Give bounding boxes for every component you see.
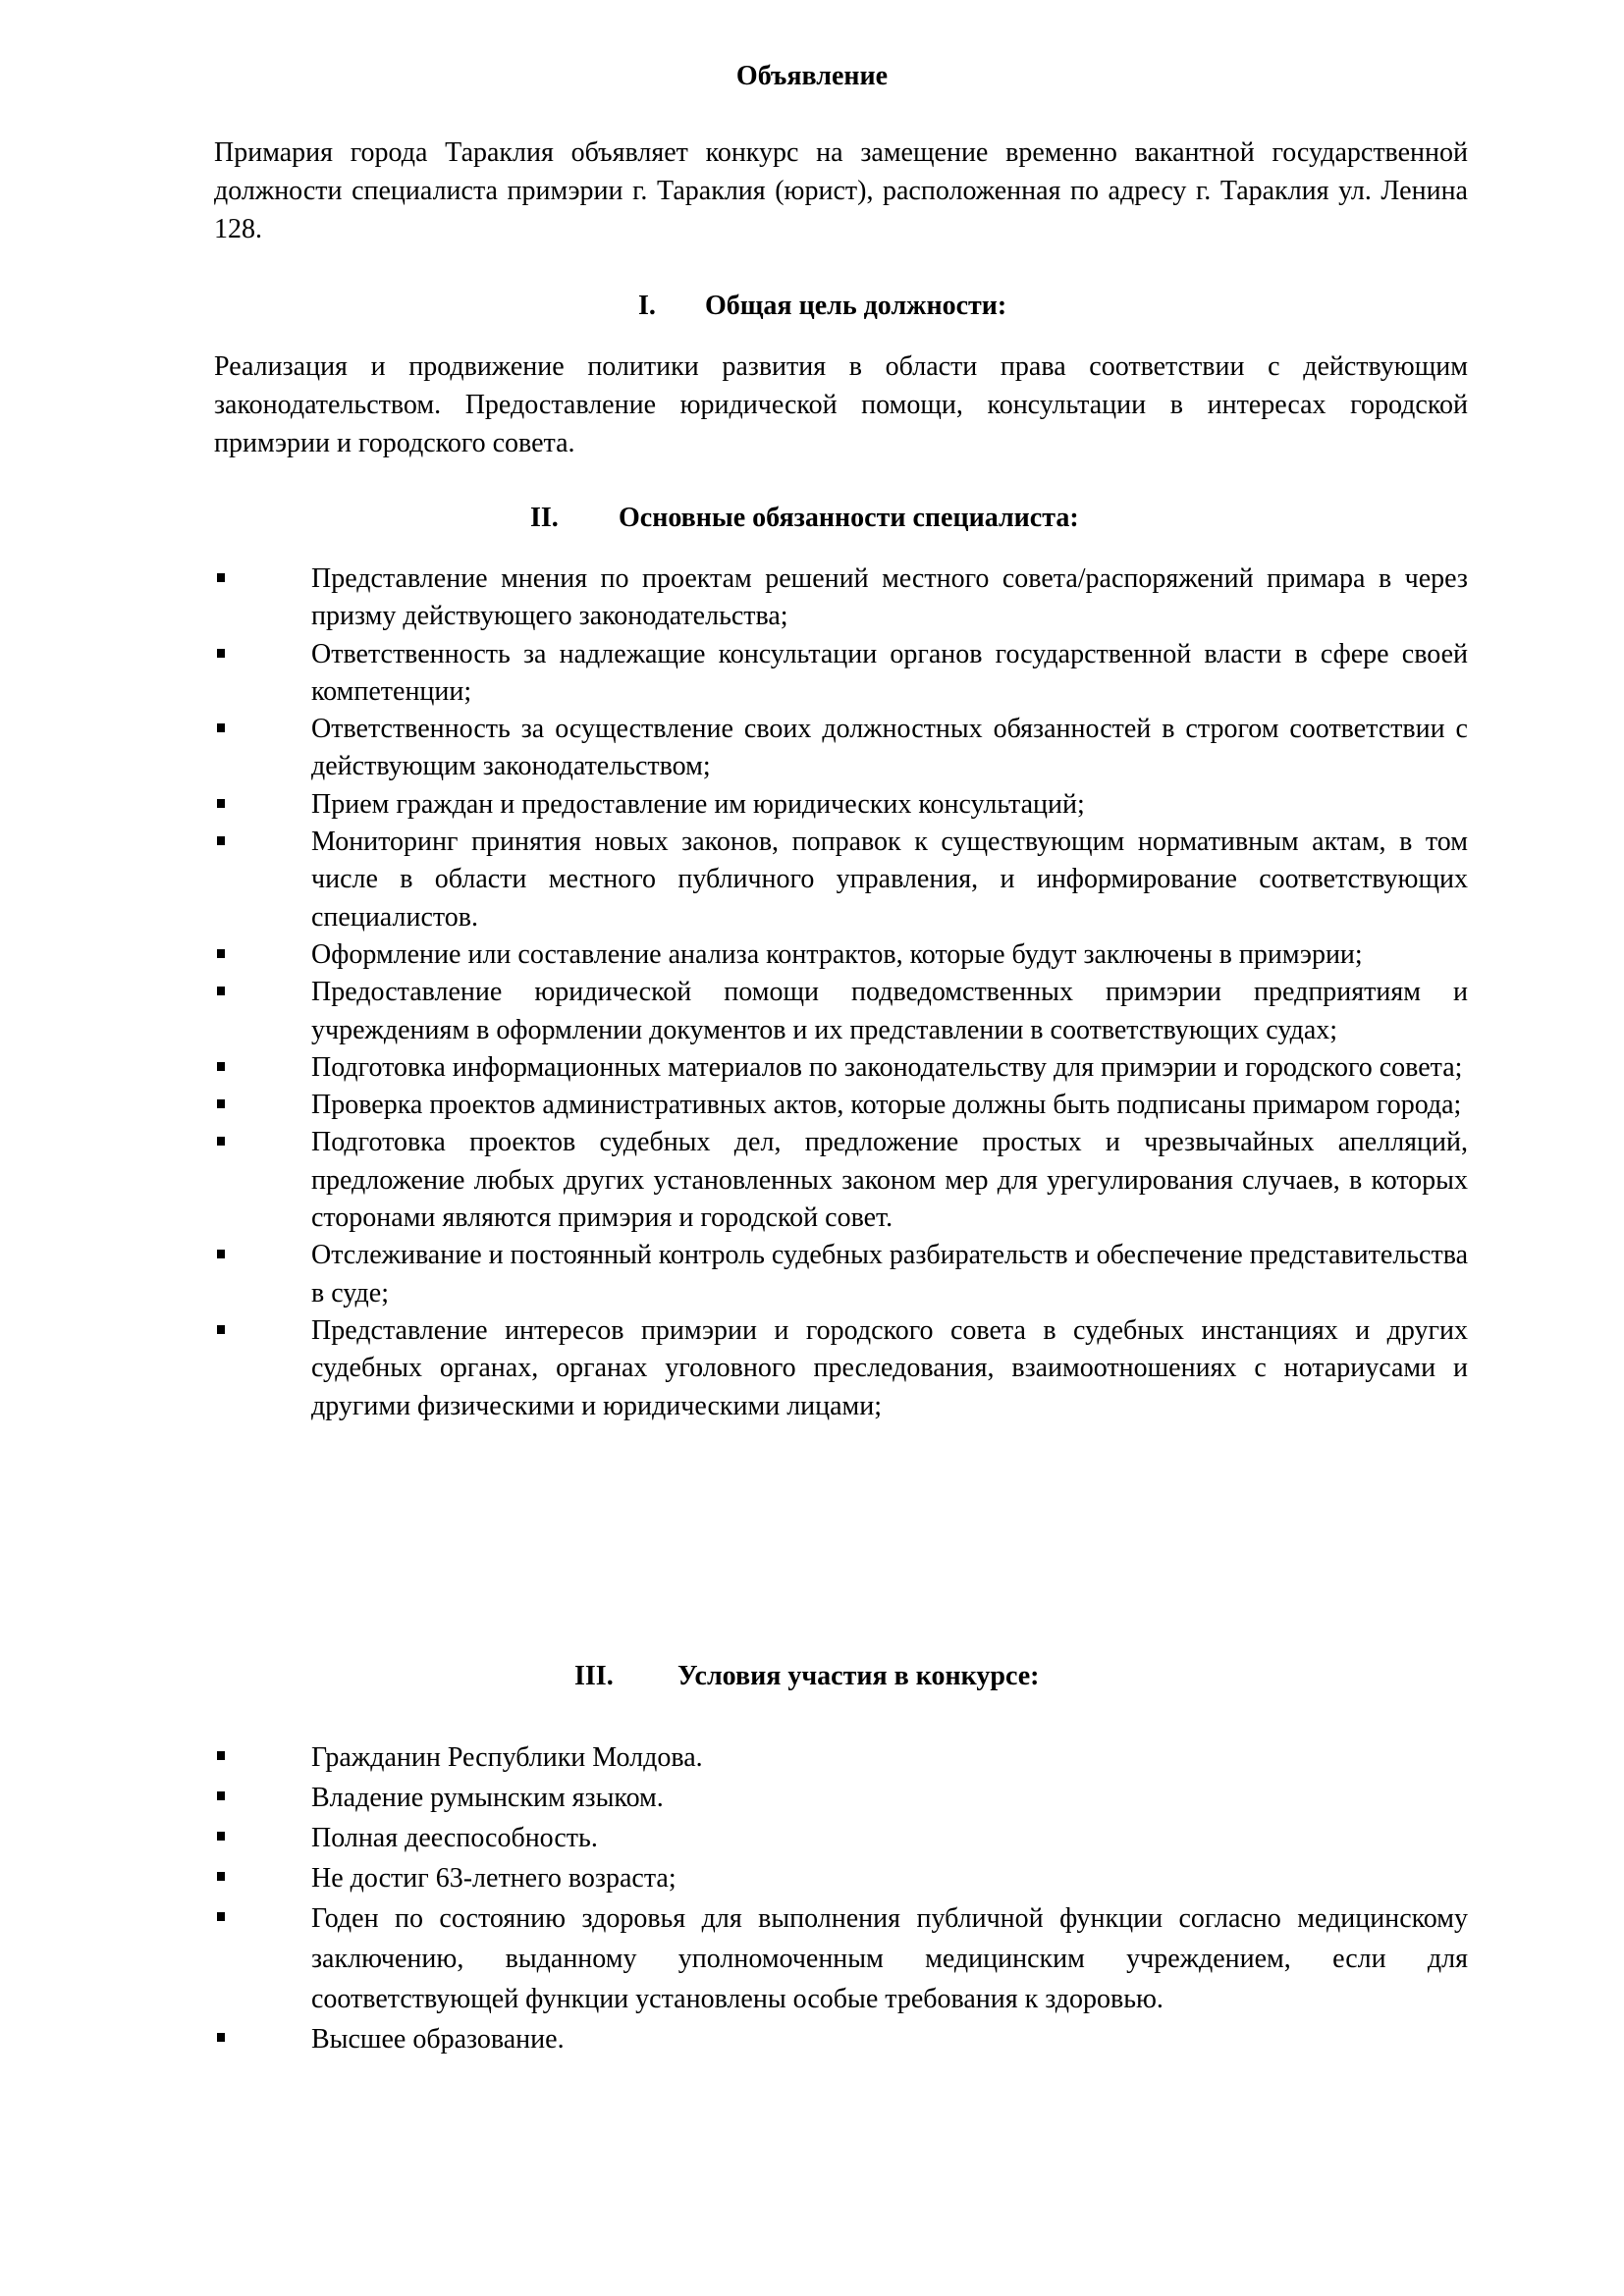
- section-3-number: III.: [574, 1661, 614, 1691]
- list-item-text: Владение румынским языком.: [311, 1783, 664, 1813]
- intro-section: [214, 133, 1468, 248]
- square-bullet-icon: [214, 974, 223, 1049]
- section-2-title: Основные обязанности специалиста:: [619, 503, 1079, 533]
- list-item: [214, 711, 1468, 786]
- list-item-text: Гражданин Республики Молдова.: [311, 1742, 703, 1773]
- duties-list: [214, 561, 1468, 1425]
- square-bullet-icon: [214, 561, 223, 636]
- list-item: [214, 1049, 1468, 1087]
- list-item: [214, 1778, 1468, 1818]
- section-2-number: II.: [530, 503, 559, 533]
- list-item: [214, 1898, 1468, 2019]
- square-bullet-icon: [214, 1778, 223, 1818]
- list-item: [214, 786, 1468, 824]
- square-bullet-icon: [214, 1818, 223, 1858]
- square-bullet-icon: [214, 1237, 223, 1312]
- list-item: [214, 636, 1468, 712]
- section-1-heading: [0, 288, 1624, 325]
- list-item: [214, 974, 1468, 1049]
- square-bullet-icon: [214, 1898, 223, 2019]
- square-bullet-icon: [214, 936, 223, 974]
- section-3-heading: [0, 1658, 1624, 1695]
- list-item-text: Годен по состоянию здоровья для выполнения публичной функции согласно медицинскому заключению, выданному уполномоченным медицинским учреждением, если для соответствующей функции установлены особые требования к здоровью.: [311, 1903, 1468, 2014]
- square-bullet-icon: [214, 711, 223, 786]
- section-3-title: Условия участия в конкурсе:: [677, 1661, 1040, 1691]
- list-item-text: Проверка проектов административных актов, которые должны быть подписаны примаром города;: [311, 1090, 1462, 1121]
- list-item-text: Ответственность за надлежащие консультации органов государственной власти в сфере своей компетенции;: [311, 638, 1468, 707]
- section-1-paragraph: Реализация и продвижение политики развития в области права соответствии с действующим законодательством. Предоставление юридической помощи, консультации в интересах городской примэрии и городского совета.: [214, 351, 1468, 458]
- list-item: [214, 1737, 1468, 1778]
- list-item-text: Предоставление юридической помощи подведомственных примэрии предприятиям и учреждениям в оформлении документов и их представлении в соответствующих судах;: [311, 977, 1468, 1045]
- list-item-text: Ответственность за осуществление своих должностных обязанностей в строгом соответствии с действующим законодательством;: [311, 714, 1468, 782]
- list-item-text: Высшее образование.: [311, 2024, 565, 2055]
- section-2-heading: [0, 500, 1624, 537]
- square-bullet-icon: [214, 1312, 223, 1425]
- section-1-title: Общая цель должности:: [705, 291, 1007, 321]
- square-bullet-icon: [214, 1124, 223, 1237]
- list-item-text: Оформление или составление анализа контрактов, которые будут заключены в примэрии;: [311, 938, 1363, 970]
- list-item-text: Представление мнения по проектам решений местного совета/распоряжений примара в через призму действующего законодательства;: [311, 563, 1468, 632]
- list-item-text: Представление интересов примэрии и городского совета в судебных инстанциях и других судебных органах, органах уголовного преследования, взаимоотношениях с нотариусами и другими физическими и юридическими лицами;: [311, 1314, 1468, 1421]
- square-bullet-icon: [214, 636, 223, 712]
- list-item: [214, 561, 1468, 636]
- requirements-list: [214, 1737, 1468, 2059]
- square-bullet-icon: [214, 1737, 223, 1778]
- square-bullet-icon: [214, 1049, 223, 1087]
- section-1-body: [214, 347, 1468, 462]
- list-item: [214, 1087, 1468, 1124]
- intro-paragraph: Примария города Тараклия объявляет конкурс на замещение временно вакантной государственной должности специалиста примэрии г. Тараклия (юрист), расположенная по адресу г. Тараклия ул. Ленина 128.: [214, 137, 1468, 244]
- list-item-text: Мониторинг принятия новых законов, поправок к существующим нормативным актам, в том числе в области местного публичного управления, и информирование соответствующих специалистов.: [311, 827, 1468, 933]
- list-item: [214, 2019, 1468, 2059]
- section-2-body: [214, 561, 1468, 1425]
- list-item: [214, 1124, 1468, 1237]
- square-bullet-icon: [214, 2019, 223, 2059]
- list-item-text: Прием граждан и предоставление им юридических консультаций;: [311, 788, 1085, 820]
- list-item-text: Не достиг 63-летнего возраста;: [311, 1863, 677, 1894]
- list-item: [214, 1237, 1468, 1312]
- square-bullet-icon: [214, 1858, 223, 1898]
- square-bullet-icon: [214, 786, 223, 824]
- square-bullet-icon: [214, 824, 223, 936]
- document-title: Объявление: [735, 61, 889, 91]
- section-3-body: [214, 1737, 1468, 2059]
- list-item-text: Подготовка проектов судебных дел, предложение простых и чрезвычайных апелляций, предложение любых других установленных законом мер для урегулирования случаев, в которых сторонами являются примэрия и городской совет.: [311, 1127, 1468, 1234]
- list-item-text: Подготовка информационных материалов по законодательству для примэрии и городского совета;: [311, 1051, 1463, 1083]
- section-1-number: I.: [638, 291, 656, 321]
- list-item: [214, 1858, 1468, 1898]
- square-bullet-icon: [214, 1087, 223, 1124]
- list-item-text: Полная дееспособность.: [311, 1823, 598, 1853]
- list-item: [214, 1818, 1468, 1858]
- list-item: [214, 824, 1468, 936]
- list-item: [214, 936, 1468, 974]
- list-item: [214, 1312, 1468, 1425]
- list-item-text: Отслеживание и постоянный контроль судебных разбирательств и обеспечение представительства в суде;: [311, 1240, 1468, 1308]
